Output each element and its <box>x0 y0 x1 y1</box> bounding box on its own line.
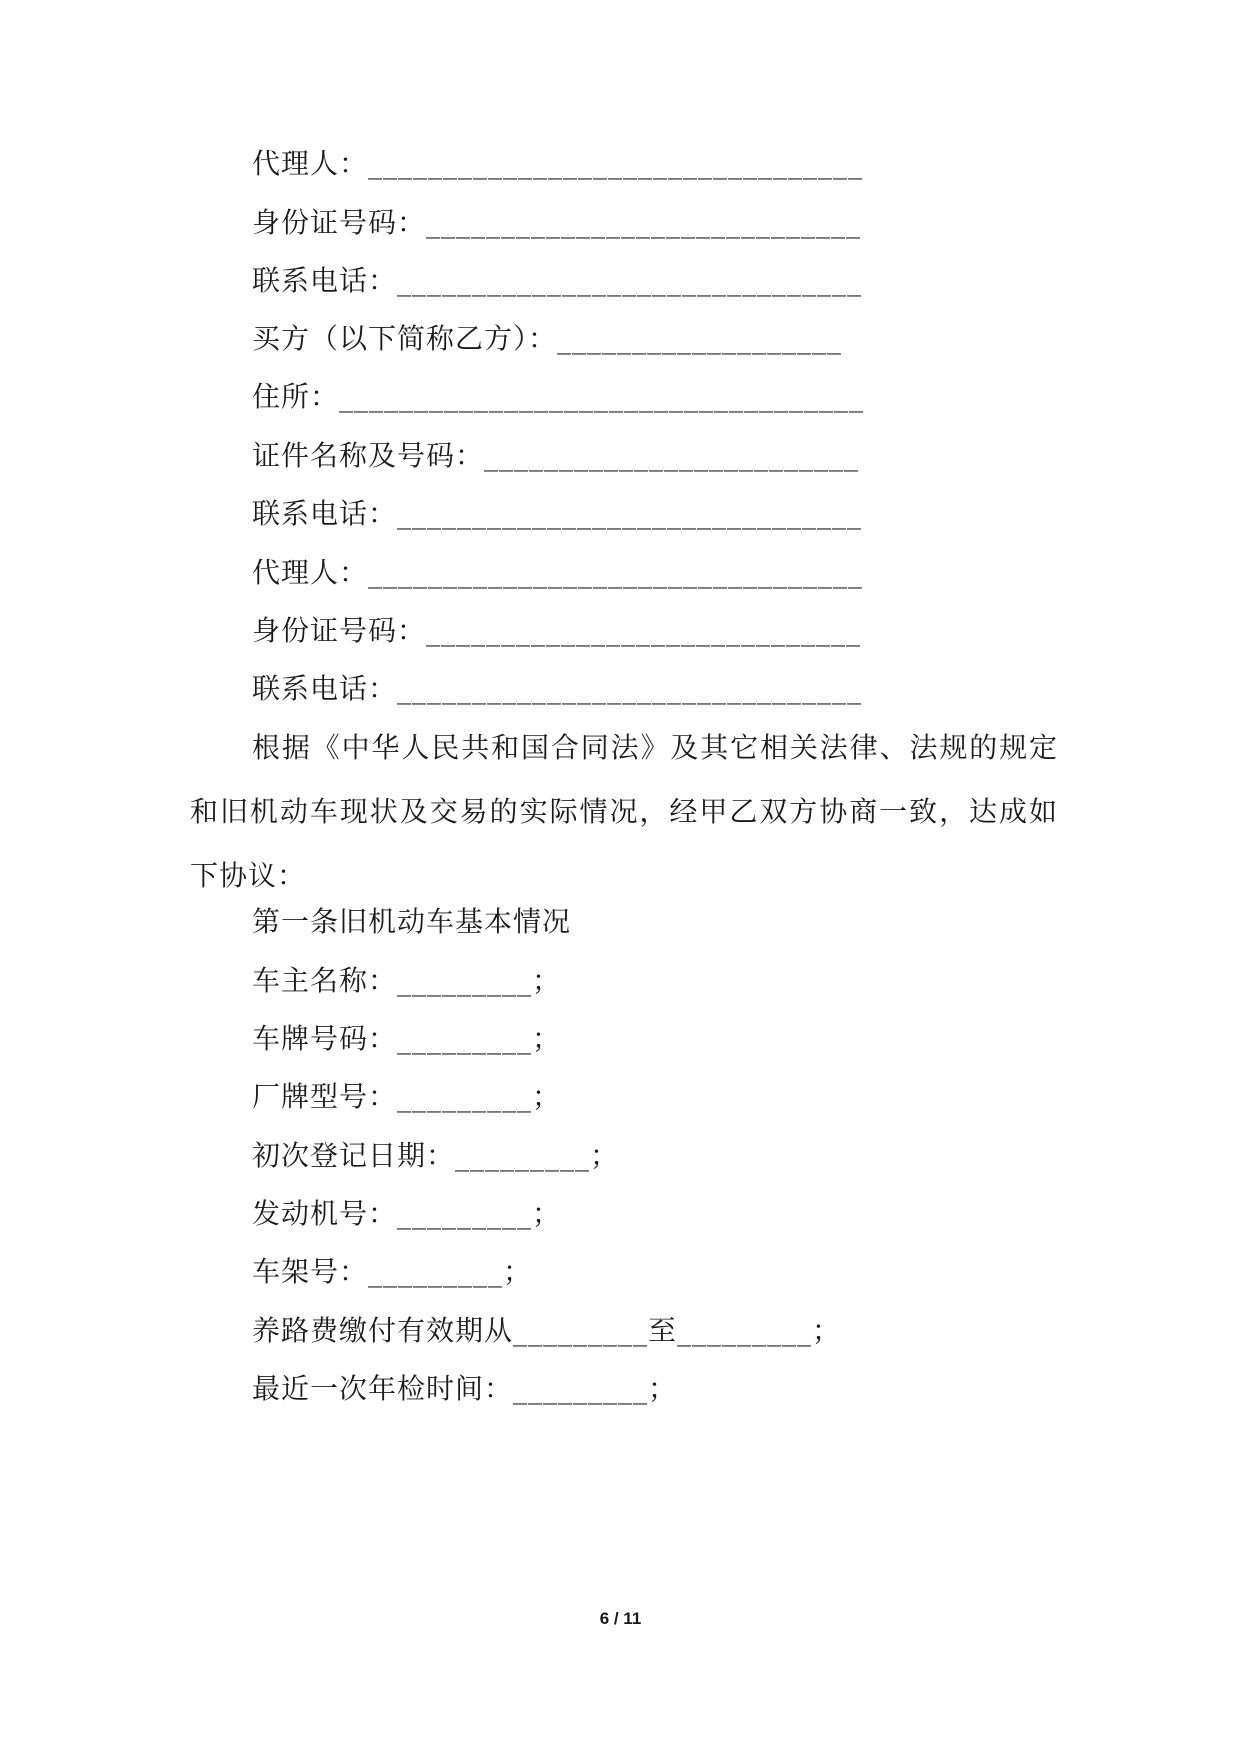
page-number: 6 / 11 <box>599 1609 642 1628</box>
buyer-certificate-line: 证件名称及号码：_________________________ <box>252 439 860 472</box>
intro-paragraph: 根据《中华人民共和国合同法》及其它相关法律、法规的规定和旧机动车现状及交易的实际情况，经甲乙双方协商一致，达成如下协议： <box>190 731 1058 892</box>
article-item-first-registration-date: 初次登记日期：_________； <box>252 1139 620 1172</box>
buyer-agent-id-line: 身份证号码：_____________________________ <box>252 614 862 647</box>
article-item-plate-number: 车牌号码：_________； <box>252 1022 562 1055</box>
seller-agent-phone-line: 联系电话：_______________________________ <box>252 264 863 297</box>
seller-agent-id-line: 身份证号码：_____________________________ <box>252 206 862 239</box>
buyer-agent-phone-line: 联系电话：_______________________________ <box>252 672 863 705</box>
article-item-last-inspection: 最近一次年检时间：_________； <box>252 1372 678 1405</box>
article-item-road-fee-validity: 养路费缴付有效期从_________至_________； <box>252 1314 842 1347</box>
buyer-agent-line: 代理人：_________________________________ <box>252 556 864 589</box>
article-one-heading: 第一条旧机动车基本情况 <box>252 905 572 938</box>
buyer-phone-line: 联系电话：_______________________________ <box>252 497 863 530</box>
buyer-title-line: 买方（以下简称乙方）：___________________ <box>252 322 843 355</box>
article-item-brand-model: 厂牌型号：_________； <box>252 1080 562 1113</box>
article-item-frame-number: 车架号：_________； <box>252 1255 533 1288</box>
article-item-engine-number: 发动机号：_________； <box>252 1197 562 1230</box>
article-item-owner-name: 车主名称：_________； <box>252 964 562 997</box>
buyer-address-line: 住所：___________________________________ <box>252 380 865 413</box>
seller-agent-line: 代理人：_________________________________ <box>252 147 864 180</box>
